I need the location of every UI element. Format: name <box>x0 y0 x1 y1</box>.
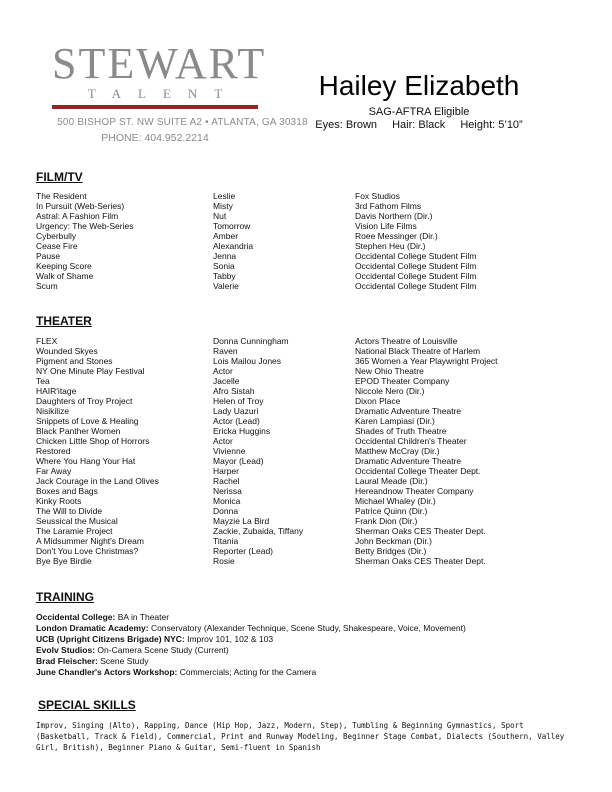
credit-project: HAIR'itage <box>36 386 77 396</box>
credit-role: Misty <box>213 201 233 211</box>
credit-company: Frank Dion (Dir.) <box>355 516 418 526</box>
physical-stats <box>300 119 538 131</box>
credit-project: Bye Bye Birdie <box>36 556 92 566</box>
credit-role: Nerissa <box>213 486 242 496</box>
credit-project: The Resident <box>36 191 87 201</box>
training-school: UCB (Upright Citizens Brigade) NYC: <box>36 634 185 644</box>
credit-project: Black Panther Women <box>36 426 121 436</box>
credit-company: Fox Studios <box>355 191 400 201</box>
training-detail: Improv 101, 102 & 103 <box>184 634 274 644</box>
credit-role: Nut <box>213 211 227 221</box>
credit-company: Sherman Oaks CES Theater Dept. <box>355 556 486 566</box>
credit-company: 3rd Fathom Films <box>355 201 422 211</box>
eye-color: Eyes: Brown <box>315 119 378 131</box>
credit-company: New Ohio Theatre <box>355 366 424 376</box>
theater-heading: THEATER <box>36 314 92 328</box>
credit-role: Ericka Huggins <box>213 426 271 436</box>
credit-company: Stephen Heu (Dir.) <box>355 241 426 251</box>
credit-company: Davis Northern (Dir.) <box>355 211 433 221</box>
credit-company: Michael Whaley (Dir.) <box>355 496 436 506</box>
credit-role: Titania <box>213 536 239 546</box>
credit-company: Niccole Nero (Dir.) <box>355 386 425 396</box>
credit-project: Walk of Shame <box>36 271 94 281</box>
credit-project: Tea <box>36 376 50 386</box>
credit-role: Rosie <box>213 556 235 566</box>
training-school: Brad Fleischer: <box>36 656 98 666</box>
credit-project: A Midsummer Night's Dream <box>36 536 144 546</box>
credit-company: Shades of Truth Theatre <box>355 426 447 436</box>
credit-company: Betty Bridges (Dir.) <box>355 546 427 556</box>
credit-project: Restored <box>36 446 71 456</box>
special-skills-text: Improv, Singing (Alto), Rapping, Dance (Hip Hop, Jazz, Modern, Step), Tumbling & Beginning Gymnastics, Sport (Basketball, Track & Field), Commercial, Print and Runway Modeling, Beginner Stage Combat, Dialects (Southern, Valley Girl, British), Beginner Piano & Guitar, Semi-fluent in Spanish <box>36 721 565 752</box>
credit-company: 365 Women a Year Playwright Project <box>355 356 498 366</box>
credit-company: Occidental College Student Film <box>355 281 477 291</box>
credit-company: Dixon Place <box>355 396 401 406</box>
training-heading: TRAINING <box>36 590 94 604</box>
credit-role: Harper <box>213 466 239 476</box>
credit-company: Occidental College Theater Dept. <box>355 466 481 476</box>
union-status: SAG-AFTRA Eligible <box>368 106 470 118</box>
credit-role: Donna Cunningham <box>213 336 289 346</box>
credit-role: Afro Sistah <box>213 386 255 396</box>
credit-company: John Beckman (Dir.) <box>355 536 432 546</box>
training-item <box>36 645 576 656</box>
credit-project: Jack Courage in the Land Olives <box>36 476 159 486</box>
training-detail: Commercials; Acting for the Camera <box>177 667 317 677</box>
credit-role: Tomorrow <box>213 221 251 231</box>
credit-role: Tabby <box>213 271 236 281</box>
credit-project: The Will to Divide <box>36 506 103 516</box>
training-detail: BA in Theater <box>115 612 170 622</box>
credit-role: Actor (Lead) <box>213 416 260 426</box>
credit-role: Monica <box>213 496 241 506</box>
credit-company: Patrice Quinn (Dir.) <box>355 506 428 516</box>
credit-company: Karen Lampiasi (Dir.) <box>355 416 435 426</box>
training-list <box>36 612 576 678</box>
training-item <box>36 667 576 678</box>
credit-project: Wounded Skyes <box>36 346 98 356</box>
credit-role: Valerie <box>213 281 239 291</box>
hair-color: Hair: Black <box>392 119 446 131</box>
credit-role: Actor <box>213 436 233 446</box>
credit-company: Hereandnow Theater Company <box>355 486 474 496</box>
credit-project: Boxes and Bags <box>36 486 98 496</box>
film-tv-heading: FILM/TV <box>36 170 83 184</box>
credit-project: Chicken Little Shop of Horrors <box>36 436 150 446</box>
credit-role: Lois Mailou Jones <box>213 356 282 366</box>
credit-company: Occidental College Student Film <box>355 271 477 281</box>
training-school: London Dramatic Academy: <box>36 623 149 633</box>
credit-project: Snippets of Love & Healing <box>36 416 139 426</box>
credit-company: EPOD Theater Company <box>355 376 450 386</box>
credit-role: Raven <box>213 346 238 356</box>
credit-company: Roee Messinger (Dir.) <box>355 231 438 241</box>
special-skills-heading: SPECIAL SKILLS <box>38 698 136 712</box>
credit-role: Alexandria <box>213 241 254 251</box>
credit-project: Pause <box>36 251 61 261</box>
credit-project: Daughters of Troy Project <box>36 396 133 406</box>
credit-company: Laural Meade (Dir.) <box>355 476 428 486</box>
training-school: Occidental College: <box>36 612 116 622</box>
agency-address: 500 BISHOP ST. NW SUITE A2 • ATLANTA, GA 30318 <box>57 116 308 128</box>
training-school: Evolv Studios: <box>36 645 96 655</box>
credit-company: Occidental College Student Film <box>355 251 477 261</box>
credit-company: Dramatic Adventure Theatre <box>355 406 462 416</box>
credit-role: Rachel <box>213 476 240 486</box>
credit-role: Reporter (Lead) <box>213 546 274 556</box>
credit-company: Vision Life Films <box>355 221 417 231</box>
credit-project: Seussical the Musical <box>36 516 118 526</box>
credit-company: Sherman Oaks CES Theater Dept. <box>355 526 486 536</box>
credit-role: Jenna <box>213 251 237 261</box>
credit-role: Sonia <box>213 261 235 271</box>
agency-subtitle: TALENT <box>87 86 240 101</box>
credit-project: Keeping Score <box>36 261 92 271</box>
credit-project: Kinky Roots <box>36 496 82 506</box>
credit-project: Where You Hang Your Hat <box>36 456 136 466</box>
credit-role: Actor <box>213 366 233 376</box>
credit-role: Jacelle <box>213 376 240 386</box>
agency-logo <box>52 39 308 144</box>
height: Height: 5’10” <box>460 119 523 131</box>
training-item <box>36 634 576 645</box>
agency-name: STEWART <box>52 39 267 88</box>
training-school: June Chandler's Actors Workshop: <box>36 667 178 677</box>
credit-role: Vivienne <box>213 446 246 456</box>
credit-project: Don't You Love Christmas? <box>36 546 139 556</box>
credit-project: FLEX <box>36 336 58 346</box>
credit-project: Pigment and Stones <box>36 356 113 366</box>
credit-company: Dramatic Adventure Theatre <box>355 456 462 466</box>
training-item <box>36 623 576 634</box>
credit-project: Astral: A Fashion Film <box>36 211 119 221</box>
credit-role: Leslie <box>213 191 236 201</box>
credit-project: Cyberbully <box>36 231 77 241</box>
credit-project: Nisikilize <box>36 406 70 416</box>
credit-role: Mayor (Lead) <box>213 456 264 466</box>
credit-project: NY One Minute Play Festival <box>36 366 145 376</box>
credit-project: Cease Fire <box>36 241 78 251</box>
actor-header <box>300 70 538 131</box>
credit-role: Mayzie La Bird <box>213 516 270 526</box>
credit-company: National Black Theatre of Harlem <box>355 346 481 356</box>
training-detail: Conservatory (Alexander Technique, Scene Study, Shakespeare, Voice, Movement) <box>148 623 466 633</box>
credit-role: Zackie, Zubaida, Tiffany <box>213 526 304 536</box>
credit-company: Occidental College Student Film <box>355 261 477 271</box>
credit-project: In Pursuit (Web-Series) <box>36 201 125 211</box>
training-item <box>36 656 576 667</box>
agency-phone: PHONE: 404.952.2214 <box>101 132 209 144</box>
credit-project: Scum <box>36 281 58 291</box>
credit-role: Lady Uazuri <box>213 406 259 416</box>
actor-name: Hailey Elizabeth <box>318 70 520 101</box>
credit-company: Actors Theatre of Louisville <box>355 336 458 346</box>
credit-project: The Laramie Project <box>36 526 113 536</box>
logo-divider <box>52 105 258 109</box>
training-detail: On-Camera Scene Study (Current) <box>95 645 229 655</box>
credit-company: Occidental Children's Theater <box>355 436 467 446</box>
credit-role: Donna <box>213 506 239 516</box>
credit-project: Far Away <box>36 466 72 476</box>
training-detail: Scene Study <box>97 656 149 666</box>
credit-company: Matthew McCray (Dir.) <box>355 446 440 456</box>
credit-role: Amber <box>213 231 239 241</box>
credit-role: Helen of Troy <box>213 396 264 406</box>
credit-project: Urgency: The Web-Series <box>36 221 134 231</box>
training-item <box>36 612 576 623</box>
